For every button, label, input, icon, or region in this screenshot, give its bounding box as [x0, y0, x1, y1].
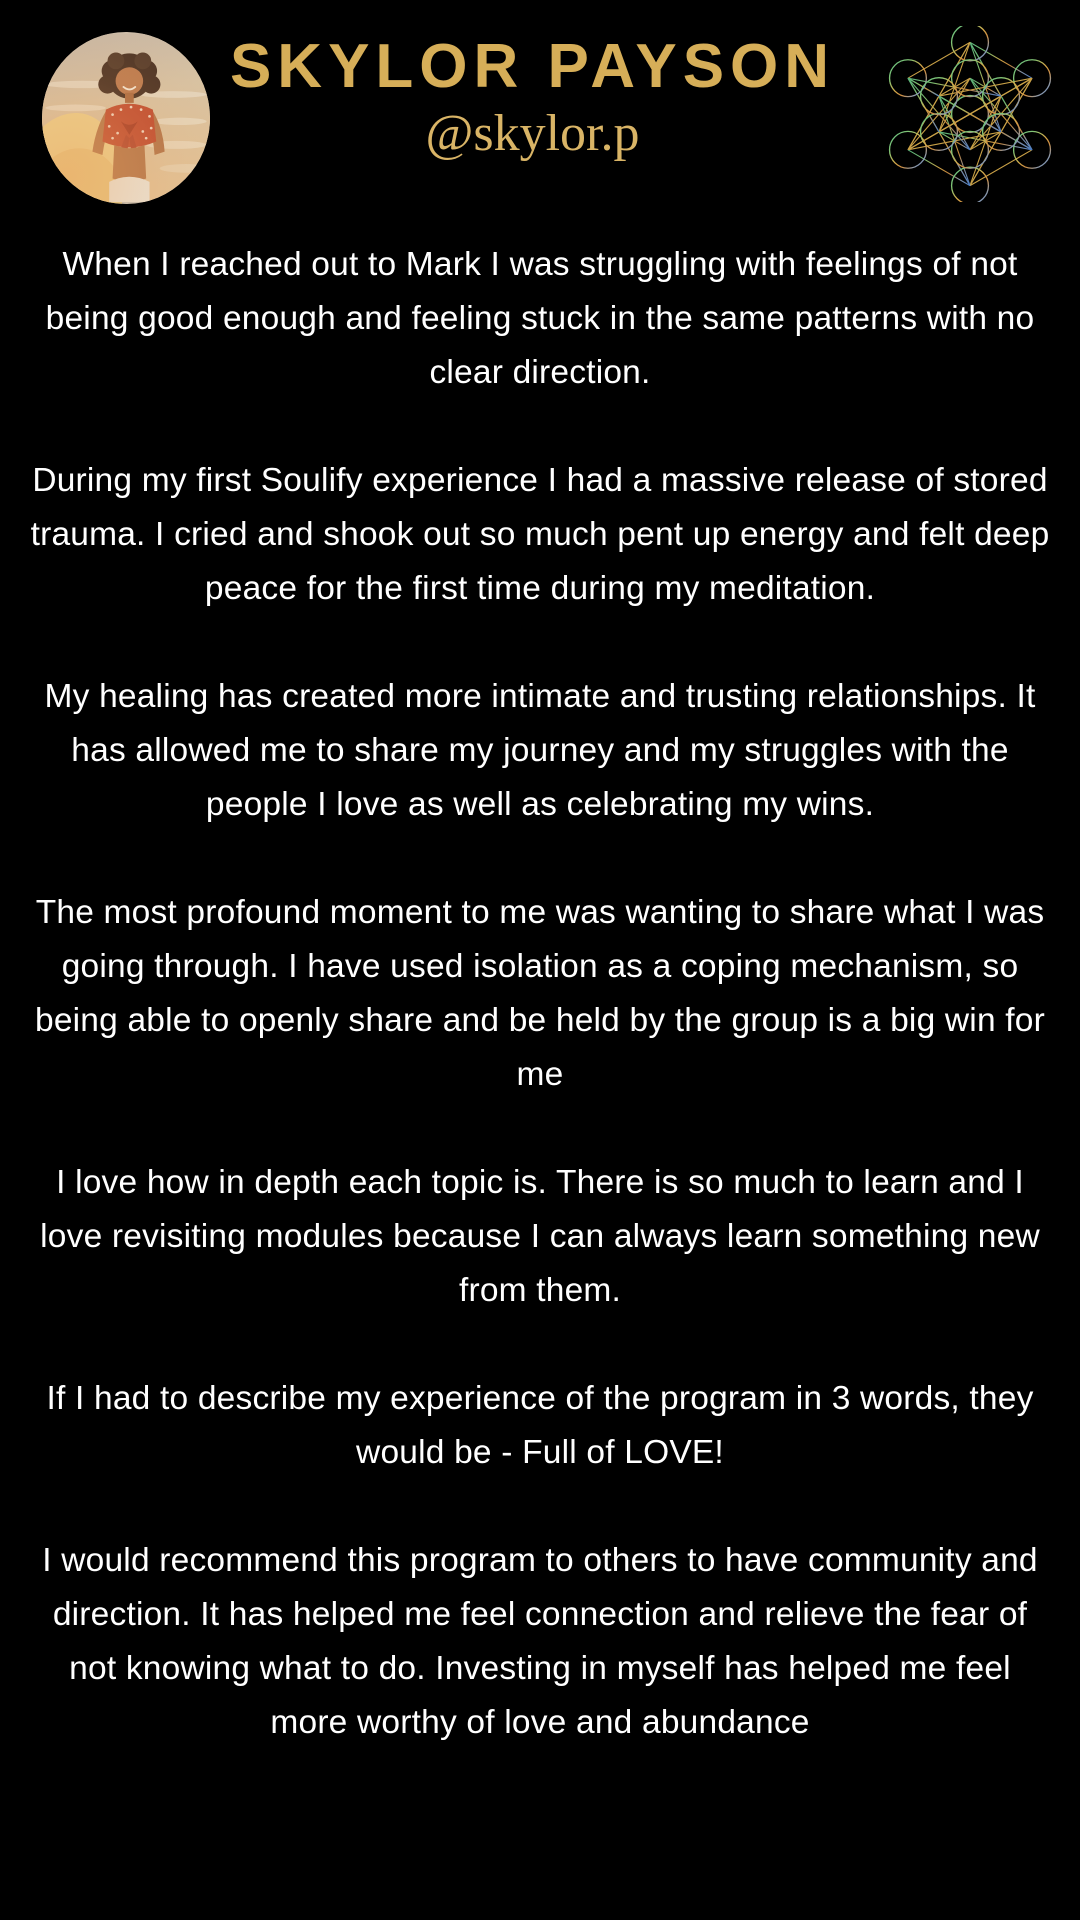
- testimonial-paragraph: If I had to describe my experience of the program in 3 words, they would be - Full of LOVE!: [46, 1380, 1034, 1471]
- testimonial-paragraph: I love how in depth each topic is. There is so much to learn and I love revisiting modules because I can always learn something new from them.: [40, 1164, 1040, 1309]
- testimonial-paragraph: My healing has created more intimate and trusting relationships. It has allowed me to share my journey and my struggles with the people I love as well as celebrating my wins.: [44, 678, 1036, 823]
- testimonial-paragraph: During my first Soulify experience I had a massive release of stored trauma. I cried and shook out so much pent up energy and felt deep peace for the first time during my meditation.: [30, 462, 1050, 607]
- user-handle: @skylor.p: [425, 105, 640, 162]
- title-block: [205, 32, 860, 162]
- testimonial-text: [29, 212, 1051, 1750]
- header: [0, 0, 1080, 212]
- avatar: [42, 32, 210, 204]
- testimonial-paragraph: When I reached out to Mark I was struggling with feelings of not being good enough and feeling stuck in the same patterns with no clear direction.: [45, 246, 1035, 391]
- page-title: SKYLOR PAYSON: [229, 32, 836, 101]
- testimonial-paragraph: I would recommend this program to others to have community and direction. It has helped me feel connection and relieve the fear of not knowing what to do. Investing in myself has helped me feel more worthy of love and abundance: [42, 1542, 1038, 1741]
- metatron-cube-icon: [888, 26, 1052, 202]
- avatar-photo-illustration: [42, 32, 210, 204]
- testimonial-paragraph: The most profound moment to me was wanting to share what I was going through. I have used isolation as a coping mechanism, so being able to openly share and be held by the group is a big win for me: [35, 894, 1045, 1093]
